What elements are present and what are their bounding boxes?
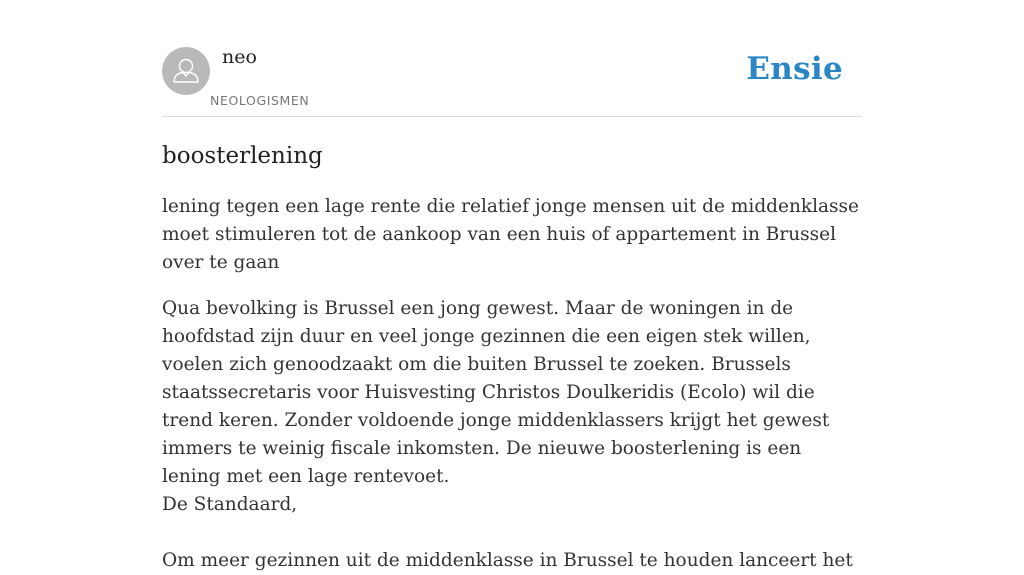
example-second: Om meer gezinnen uit de middenklasse in Brussel te houden lanceert het	[162, 550, 853, 571]
example-spacer	[162, 519, 862, 547]
entry-example	[162, 295, 862, 575]
site-logo[interactable]: Ensie	[746, 51, 843, 87]
entry-title: boosterlening	[162, 143, 323, 169]
example-quote: Qua bevolking is Brussel een jong gewest. Maar de woningen in de hoofdstad zijn duur en veel jonge gezinnen die een eigen stek willen, voelen zich genoodzaakt om die buiten Brussel te zoeken. Brussels staatssecretaris voor Huisvesting Christos Doulkeridis (Ecolo) wil die trend keren. Zonder voldoende jonge middenklassers krijgt het gewest immers te weinig fiscale inkomsten. De nieuwe boosterlening is een lening met een lage rentevoet.	[162, 298, 830, 487]
username[interactable]: neo	[222, 46, 257, 68]
example-source: De Standaard,	[162, 494, 298, 515]
user-silhouette-icon	[162, 47, 210, 95]
entry-definition: lening tegen een lage rente die relatief jonge mensen uit de middenklasse moet stimuleren tot de aankoop van een huis of appartement in Brussel over te gaan	[162, 196, 859, 273]
category-label[interactable]: NEOLOGISMEN	[210, 93, 310, 108]
entry-header	[162, 0, 862, 117]
avatar[interactable]	[162, 47, 210, 95]
page-container	[162, 0, 862, 575]
